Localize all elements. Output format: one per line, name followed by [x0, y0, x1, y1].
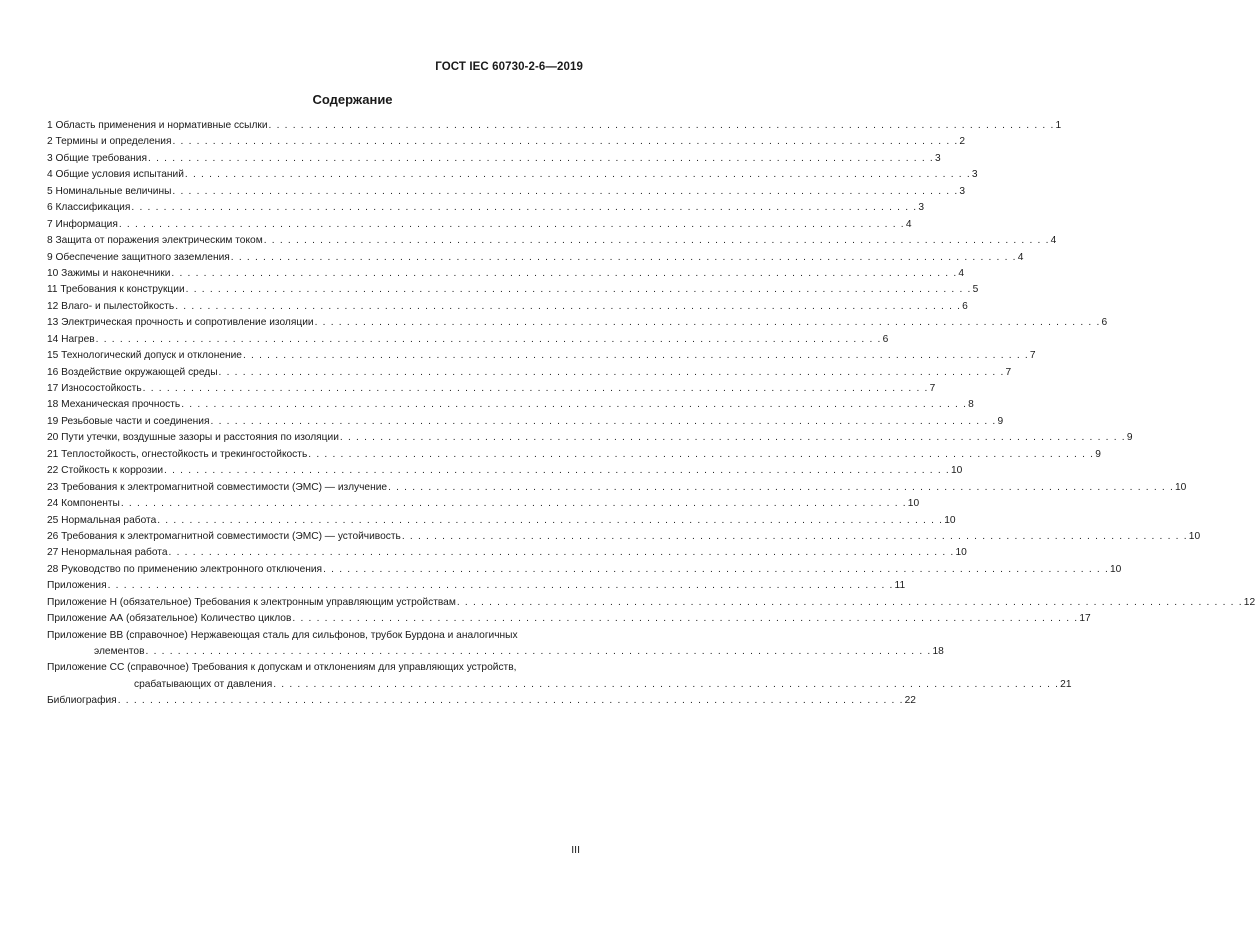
toc-entry-label: 19 Резьбовые части и соединения: [47, 415, 210, 427]
toc-entry-page: 9: [1126, 432, 1133, 444]
toc-entry-page: 8: [968, 399, 974, 411]
toc-leader-dots: . . . . . . . . . . . . . . . . . . . . . . . . . . . . . . . . . . . . . . . . . . . . . . . . . . . . . . . . . . . . . . . . . . . . . . . . . . . . . . . . . . . . . . . . . . . . . . . . . .: [120, 498, 907, 510]
toc-entry[interactable]: [47, 578, 906, 594]
toc-entry[interactable]: [47, 315, 1108, 331]
toc-entry-label: 10 Зажимы и наконечники: [47, 267, 171, 279]
toc-entry-page: 3: [959, 185, 966, 197]
toc-leader-dots: . . . . . . . . . . . . . . . . . . . . . . . . . . . . . . . . . . . . . . . . . . . . . . . . . . . . . . . . . . . . . . . . . . . . . . . . . . . . . . . . . . . . . . . . . . . . . . . . . .: [175, 300, 962, 312]
toc-leader-dots: . . . . . . . . . . . . . . . . . . . . . . . . . . . . . . . . . . . . . . . . . . . . . . . . . . . . . . . . . . . . . . . . . . . . . . . . . . . . . . . . . . . . . . . . . . . . . . . . . .: [456, 596, 1243, 608]
toc-entry[interactable]: [47, 184, 966, 200]
toc-leader-dots: . . . . . . . . . . . . . . . . . . . . . . . . . . . . . . . . . . . . . . . . . . . . . . . . . . . . . . . . . . . . . . . . . . . . . . . . . . . . . . . . . . . . . . . . . . . . . . . . . .: [131, 202, 918, 214]
toc-entry-label: 9 Обеспечение защитного заземления: [47, 251, 230, 263]
toc-entry-label: 25 Нормальная работа: [47, 514, 157, 526]
toc-entry-page: 4: [905, 218, 912, 230]
toc-entry-page: 9: [997, 415, 1004, 427]
toc-leader-dots: . . . . . . . . . . . . . . . . . . . . . . . . . . . . . . . . . . . . . . . . . . . . . . . . . . . . . . . . . . . . . . . . . . . . . . . . . . . . . . . . . . . . . . . . . . . . . . . . . .: [172, 185, 959, 197]
toc-entry-label: Приложение ВВ (справочное) Нержавеющая сталь для сильфонов, трубок Бурдона и аналогичных: [47, 629, 518, 641]
toc-entry[interactable]: [47, 365, 1012, 381]
toc-entry[interactable]: [47, 381, 936, 397]
toc-entry-multiline[interactable]: [47, 628, 944, 661]
toc-entry-page: 7: [929, 383, 936, 394]
toc-entry-label-continued: элементов: [94, 646, 145, 657]
toc-entry[interactable]: [47, 496, 920, 512]
toc-leader-dots: . . . . . . . . . . . . . . . . . . . . . . . . . . . . . . . . . . . . . . . . . . . . . . . . . . . . . . . . . . . . . . . . . . . . . . . . . . . . . . . . . . . . . . . . . . . . . . . . . .: [168, 547, 955, 559]
toc-entry-label: 7 Информация: [47, 218, 118, 230]
toc-leader-dots: . . . . . . . . . . . . . . . . . . . . . . . . . . . . . . . . . . . . . . . . . . . . . . . . . . . . . . . . . . . . . . . . . . . . . . . . . . . . . . . . . . . . . . . . . . . . . . . . . .: [242, 350, 1029, 362]
toc-entry-label: 3 Общие требования: [47, 152, 148, 164]
toc-entry-page: 10: [1188, 530, 1201, 542]
toc-entry-page: 4: [1050, 235, 1057, 247]
toc-entry-page: 9: [1095, 448, 1101, 460]
toc-entry-page: 6: [1101, 317, 1108, 329]
toc-leader-dots: . . . . . . . . . . . . . . . . . . . . . . . . . . . . . . . . . . . . . . . . . . . . . . . . . . . . . . . . . . . . . . . . . . . . . . . . . . . . . . . . . . . . . . . . . . . . . . . . . .: [142, 383, 929, 394]
page-title: Содержание: [312, 92, 393, 107]
toc-entry-page: 2: [959, 136, 966, 148]
toc-leader-dots: . . . . . . . . . . . . . . . . . . . . . . . . . . . . . . . . . . . . . . . . . . . . . . . . . . . . . . . . . . . . . . . . . . . . . . . . . . . . . . . . . . . . . . . . . . . . . . . . . .: [323, 563, 1110, 575]
toc-entry-label: 16 Воздействие окружающей среды: [47, 366, 218, 378]
toc-entry-page: 6: [962, 300, 968, 312]
toc-entry-label: Библиография: [47, 695, 117, 707]
toc-leader-dots: . . . . . . . . . . . . . . . . . . . . . . . . . . . . . . . . . . . . . . . . . . . . . . . . . . . . . . . . . . . . . . . . . . . . . . . . . . . . . . . . . . . . . . . . . . . . . . . . . .: [184, 169, 971, 181]
toc-leader-dots: . . . . . . . . . . . . . . . . . . . . . . . . . . . . . . . . . . . . . . . . . . . . . . . . . . . . . . . . . . . . . . . . . . . . . . . . . . . . . . . . . . . . . . . . . . . . . . . . . .: [314, 317, 1101, 329]
toc-leader-dots: . . . . . . . . . . . . . . . . . . . . . . . . . . . . . . . . . . . . . . . . . . . . . . . . . . . . . . . . . . . . . . . . . . . . . . . . . . . . . . . . . . . . . . . . . . . . . . . . . .: [263, 235, 1050, 247]
toc-entry-label: Приложение Н (обязательное) Требования к электронным управляющим устройствам: [47, 596, 456, 608]
toc-entry[interactable]: [47, 397, 974, 413]
toc-entry[interactable]: [47, 118, 1062, 134]
toc-entry-label: 23 Требования к электромагнитной совместимости (ЭМС) — излучение: [47, 481, 388, 493]
toc-leader-dots: . . . . . . . . . . . . . . . . . . . . . . . . . . . . . . . . . . . . . . . . . . . . . . . . . . . . . . . . . . . . . . . . . . . . . . . . . . . . . . . . . . . . . . . . . . . . . . . . . .: [181, 399, 968, 411]
toc-entry-page: 7: [1029, 350, 1036, 362]
toc-entry-label: 28 Руководство по применению электронного отключения: [47, 563, 323, 575]
toc-entry[interactable]: [47, 233, 1057, 249]
toc-leader-dots: . . . . . . . . . . . . . . . . . . . . . . . . . . . . . . . . . . . . . . . . . . . . . . . . . . . . . . . . . . . . . . . . . . . . . . . . . . . . . . . . . . . . . . . . . . . . . . . . . .: [118, 218, 905, 230]
toc-entry-page: 18: [932, 646, 944, 657]
toc-entry-label: 18 Механическая прочность: [47, 399, 181, 411]
toc-leader-dots: . . . . . . . . . . . . . . . . . . . . . . . . . . . . . . . . . . . . . . . . . . . . . . . . . . . . . . . . . . . . . . . . . . . . . . . . . . . . . . . . . . . . . . . . . . . . . . . . . .: [95, 333, 882, 345]
toc-entry-page: 7: [1005, 366, 1012, 378]
toc-leader-dots: . . . . . . . . . . . . . . . . . . . . . . . . . . . . . . . . . . . . . . . . . . . . . . . . . . . . . . . . . . . . . . . . . . . . . . . . . . . . . . . . . . . . . . . . . . . . . . . . . .: [230, 251, 1017, 263]
toc-entry-label: 13 Электрическая прочность и сопротивление изоляции: [47, 317, 314, 329]
toc-leader-dots: . . . . . . . . . . . . . . . . . . . . . . . . . . . . . . . . . . . . . . . . . . . . . . . . . . . . . . . . . . . . . . . . . . . . . . . . . . . . . . . . . . . . . . . . . . . . . . . . . .: [268, 120, 1055, 131]
toc-entry[interactable]: [47, 529, 1201, 545]
toc-entry-page: 10: [907, 498, 920, 510]
toc-entry[interactable]: [47, 595, 1255, 611]
toc-entry-page: 3: [971, 169, 978, 181]
toc-entry[interactable]: [47, 282, 979, 298]
toc-entry-page: 4: [958, 267, 965, 279]
toc-leader-dots: . . . . . . . . . . . . . . . . . . . . . . . . . . . . . . . . . . . . . . . . . . . . . . . . . . . . . . . . . . . . . . . . . . . . . . . . . . . . . . . . . . . . . . . . . . . . . . . . . .: [171, 267, 958, 279]
toc-leader-dots: . . . . . . . . . . . . . . . . . . . . . . . . . . . . . . . . . . . . . . . . . . . . . . . . . . . . . . . . . . . . . . . . . . . . . . . . . . . . . . . . . . . . . . . . . . . . . . . . . .: [210, 415, 997, 427]
toc-entry[interactable]: [47, 430, 1133, 446]
toc-entry-page: 10: [1110, 563, 1122, 575]
toc-entry[interactable]: [47, 134, 966, 150]
toc-entry[interactable]: [47, 480, 1187, 496]
toc-entry-page: 3: [934, 152, 941, 164]
toc-entry-page: 17: [1079, 613, 1091, 625]
toc-entry[interactable]: [47, 348, 1036, 364]
toc-entry-page: 22: [904, 695, 916, 707]
toc-entry-page: 12: [1243, 596, 1255, 608]
toc-leader-dots: . . . . . . . . . . . . . . . . . . . . . . . . . . . . . . . . . . . . . . . . . . . . . . . . . . . . . . . . . . . . . . . . . . . . . . . . . . . . . . . . . . . . . . . . . . . . . . . . . .: [148, 152, 934, 164]
toc-entry-label: 26 Требования к электромагнитной совместимости (ЭМС) — устойчивость: [47, 530, 401, 542]
toc-entry[interactable]: [47, 611, 1091, 627]
toc-entry-label: 11 Требования к конструкции: [47, 284, 185, 296]
toc-entry-label: 20 Пути утечки, воздушные зазоры и расстояния по изоляции: [47, 432, 339, 444]
toc-entry-label: 2 Термины и определения: [47, 136, 172, 148]
toc-entry-label: Приложения: [47, 580, 107, 592]
toc-entry-label: 6 Классификация: [47, 202, 131, 214]
toc-leader-dots: . . . . . . . . . . . . . . . . . . . . . . . . . . . . . . . . . . . . . . . . . . . . . . . . . . . . . . . . . . . . . . . . . . . . . . . . . . . . . . . . . . . . . . . . . . . . . . . . . .: [292, 613, 1079, 625]
toc-entry-page: 11: [894, 580, 906, 592]
toc-entry-page: 10: [1175, 481, 1187, 493]
toc-entry-label: 27 Ненормальная работа: [47, 547, 168, 559]
toc-leader-dots: . . . . . . . . . . . . . . . . . . . . . . . . . . . . . . . . . . . . . . . . . . . . . . . . . . . . . . . . . . . . . . . . . . . . . . . . . . . . . . . . . . . . . . . . . . . . . . . . . .: [172, 136, 959, 148]
toc-entry-label: 12 Влаго- и пылестойкость: [47, 300, 175, 312]
toc-entry-page: 10: [944, 514, 956, 526]
toc-entry-label: 17 Износостойкость: [47, 383, 142, 394]
toc-entry-page: 10: [950, 465, 963, 477]
toc-entry-multiline[interactable]: [47, 660, 1072, 693]
toc-entry-label: 8 Защита от поражения электрическим током: [47, 235, 263, 247]
toc-entry-label: 15 Технологический допуск и отклонение: [47, 350, 242, 362]
toc-entry[interactable]: [47, 447, 1101, 463]
toc-entry-page: 6: [882, 333, 889, 345]
toc-entry[interactable]: [47, 414, 1004, 430]
toc-leader-dots: . . . . . . . . . . . . . . . . . . . . . . . . . . . . . . . . . . . . . . . . . . . . . . . . . . . . . . . . . . . . . . . . . . . . . . . . . . . . . . . . . . . . . . . . . . . . . . . . . .: [157, 514, 944, 526]
toc-entry-label: 22 Стойкость к коррозии: [47, 465, 164, 477]
toc-entry-label: 1 Область применения и нормативные ссылки: [47, 120, 268, 131]
toc-entry-page: 3: [918, 202, 924, 214]
toc-leader-dots: . . . . . . . . . . . . . . . . . . . . . . . . . . . . . . . . . . . . . . . . . . . . . . . . . . . . . . . . . . . . . . . . . . . . . . . . . . . . . . . . . . . . . . . . . . . . . . . . . .: [117, 695, 904, 707]
toc-entry-page: 1: [1055, 120, 1062, 131]
toc-entry[interactable]: [47, 167, 978, 183]
toc-entry[interactable]: [47, 332, 889, 348]
toc-entry-page: 5: [972, 284, 979, 296]
toc-leader-dots: . . . . . . . . . . . . . . . . . . . . . . . . . . . . . . . . . . . . . . . . . . . . . . . . . . . . . . . . . . . . . . . . . . . . . . . . . . . . . . . . . . . . . . . . . . . . . . . . . .: [339, 432, 1126, 444]
toc-entry[interactable]: [47, 151, 941, 167]
toc-entry-label: 14 Нагрев: [47, 333, 95, 345]
toc-leader-dots: . . . . . . . . . . . . . . . . . . . . . . . . . . . . . . . . . . . . . . . . . . . . . . . . . . . . . . . . . . . . . . . . . . . . . . . . . . . . . . . . . . . . . . . . . . . . . . . . . .: [145, 646, 932, 657]
document-id: ГОСТ IEC 60730-2-6—2019: [435, 61, 583, 73]
toc-entry-page: 10: [955, 547, 967, 559]
toc-entry[interactable]: [47, 513, 956, 529]
toc-entry-label: 21 Теплостойкость, огнестойкость и трекингостойкость: [47, 448, 308, 460]
toc-entry-page: 4: [1017, 251, 1024, 263]
toc-entry[interactable]: [47, 463, 963, 479]
toc-leader-dots: . . . . . . . . . . . . . . . . . . . . . . . . . . . . . . . . . . . . . . . . . . . . . . . . . . . . . . . . . . . . . . . . . . . . . . . . . . . . . . . . . . . . . . . . . . . . . . . . . .: [308, 448, 1095, 460]
toc-leader-dots: . . . . . . . . . . . . . . . . . . . . . . . . . . . . . . . . . . . . . . . . . . . . . . . . . . . . . . . . . . . . . . . . . . . . . . . . . . . . . . . . . . . . . . . . . . . . . . . . . .: [388, 481, 1174, 493]
toc-entry[interactable]: [47, 299, 968, 315]
toc-entry[interactable]: [47, 200, 924, 216]
page-number-roman: III: [571, 844, 580, 856]
toc-entry-label: 5 Номинальные величины: [47, 185, 172, 197]
toc-entry[interactable]: [47, 250, 1024, 266]
toc-leader-dots: . . . . . . . . . . . . . . . . . . . . . . . . . . . . . . . . . . . . . . . . . . . . . . . . . . . . . . . . . . . . . . . . . . . . . . . . . . . . . . . . . . . . . . . . . . . . . . . . . .: [401, 530, 1188, 542]
toc-leader-dots: . . . . . . . . . . . . . . . . . . . . . . . . . . . . . . . . . . . . . . . . . . . . . . . . . . . . . . . . . . . . . . . . . . . . . . . . . . . . . . . . . . . . . . . . . . . . . . . . . .: [185, 284, 972, 296]
toc-entry[interactable]: [47, 693, 916, 709]
toc-entry-label: 24 Компоненты: [47, 498, 120, 510]
toc-leader-dots: . . . . . . . . . . . . . . . . . . . . . . . . . . . . . . . . . . . . . . . . . . . . . . . . . . . . . . . . . . . . . . . . . . . . . . . . . . . . . . . . . . . . . . . . . . . . . . . . . .: [273, 678, 1060, 690]
toc-leader-dots: . . . . . . . . . . . . . . . . . . . . . . . . . . . . . . . . . . . . . . . . . . . . . . . . . . . . . . . . . . . . . . . . . . . . . . . . . . . . . . . . . . . . . . . . . . . . . . . . . .: [164, 465, 950, 477]
toc-entry-label: Приложение АА (обязательное) Количество циклов: [47, 613, 292, 625]
toc-entry-label: Приложение СС (справочное) Требования к допускам и отклонениям для управляющих устройств,: [47, 662, 517, 674]
toc-entry[interactable]: [47, 545, 967, 561]
toc-entry[interactable]: [47, 266, 965, 282]
toc-leader-dots: . . . . . . . . . . . . . . . . . . . . . . . . . . . . . . . . . . . . . . . . . . . . . . . . . . . . . . . . . . . . . . . . . . . . . . . . . . . . . . . . . . . . . . . . . . . . . . . . . .: [107, 580, 894, 592]
toc-entry[interactable]: [47, 562, 1122, 578]
toc-entry-label-continued: срабатывающих от давления: [134, 678, 273, 690]
toc-entry-label: 4 Общие условия испытаний: [47, 169, 184, 181]
toc-leader-dots: . . . . . . . . . . . . . . . . . . . . . . . . . . . . . . . . . . . . . . . . . . . . . . . . . . . . . . . . . . . . . . . . . . . . . . . . . . . . . . . . . . . . . . . . . . . . . . . . . .: [218, 366, 1005, 378]
toc-entry-page: 21: [1060, 678, 1072, 690]
toc-entry[interactable]: [47, 217, 912, 233]
table-of-contents: [47, 118, 1255, 710]
